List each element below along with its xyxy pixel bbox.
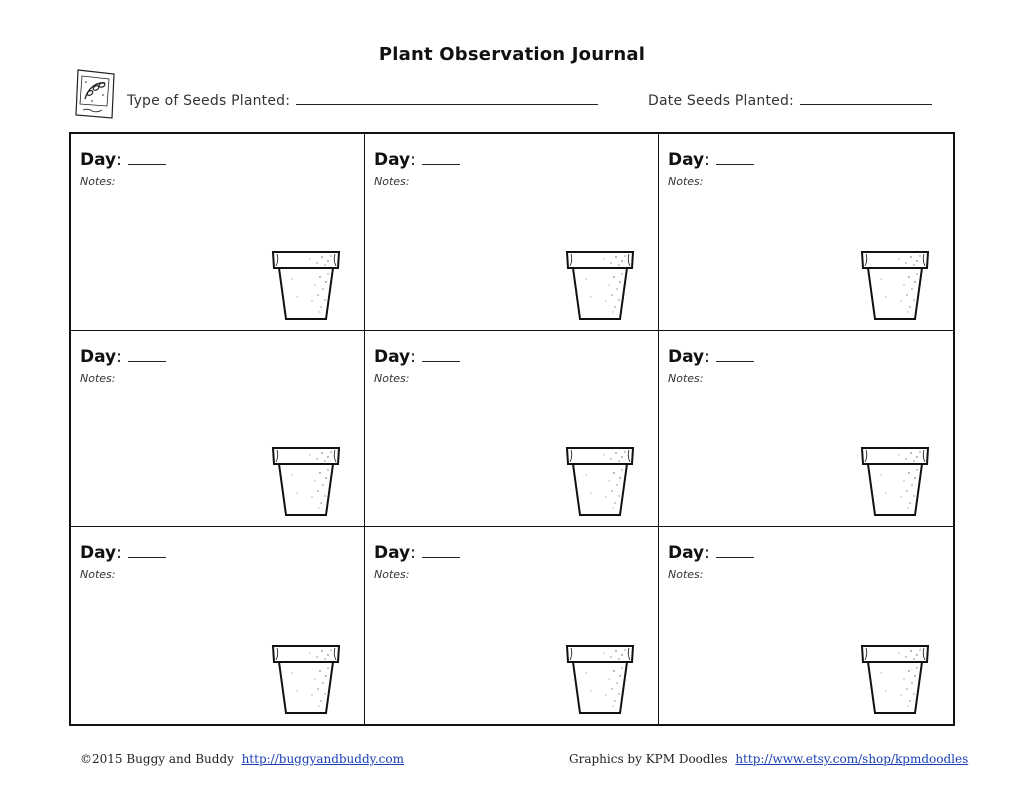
day-field: Day: <box>668 347 754 367</box>
observation-cell <box>365 331 659 528</box>
day-blank[interactable] <box>422 545 460 558</box>
day-blank[interactable] <box>422 349 460 362</box>
page-title: Plant Observation Journal <box>378 44 646 65</box>
seeds-planted-blank[interactable] <box>296 93 598 105</box>
flower-pot-icon <box>564 643 636 715</box>
date-planted-blank[interactable] <box>800 93 932 105</box>
day-field: Day: <box>80 543 166 563</box>
date-planted-field <box>648 93 932 109</box>
day-field: Day: <box>80 347 166 367</box>
day-field: Day: <box>374 150 460 170</box>
graphics-credit-text: Graphics by KPM Doodles <box>569 752 728 766</box>
buggyandbuddy-link[interactable]: http://buggyandbuddy.com <box>241 752 404 766</box>
day-label: Day <box>374 150 411 170</box>
flower-pot-icon <box>859 445 931 517</box>
day-label: Day <box>668 346 705 367</box>
day-blank[interactable] <box>128 349 166 362</box>
day-label: Day <box>668 150 705 170</box>
day-blank[interactable] <box>716 349 754 362</box>
day-field: Day: <box>80 150 166 170</box>
observation-cell <box>659 331 953 528</box>
notes-label: Notes: <box>80 568 116 582</box>
footer-copyright <box>80 752 404 766</box>
day-blank[interactable] <box>716 545 754 558</box>
notes-label: Notes: <box>80 371 116 385</box>
notes-label: Notes: <box>374 371 410 385</box>
notes-label: Notes: <box>668 568 704 582</box>
day-label: Day <box>668 543 705 564</box>
flower-pot-icon <box>859 643 931 715</box>
flower-pot-icon <box>270 445 342 517</box>
kpmdoodles-link[interactable]: http://www.etsy.com/shop/kpmdoodles <box>735 752 969 766</box>
seeds-planted-field <box>127 93 598 109</box>
day-blank[interactable] <box>128 545 166 558</box>
flower-pot-icon <box>564 445 636 517</box>
day-label: Day <box>80 543 117 564</box>
copyright-text: ©2015 Buggy and Buddy <box>80 752 234 766</box>
day-blank[interactable] <box>716 152 754 165</box>
flower-pot-icon <box>859 249 931 321</box>
day-field: Day: <box>374 347 460 367</box>
observation-cell <box>71 527 365 724</box>
day-field: Day: <box>668 150 754 170</box>
observation-cell <box>71 134 365 331</box>
observation-grid <box>69 132 955 726</box>
observation-cell <box>365 527 659 724</box>
seed-packet-icon <box>72 66 120 122</box>
observation-cell <box>365 134 659 331</box>
flower-pot-icon <box>270 249 342 321</box>
notes-label: Notes: <box>80 175 116 188</box>
footer-credits <box>569 752 968 766</box>
day-label: Day <box>80 346 117 367</box>
day-field: Day: <box>374 543 460 563</box>
observation-cell <box>71 331 365 528</box>
seeds-planted-label: Type of Seeds Planted: <box>127 93 291 109</box>
day-label: Day <box>374 346 411 367</box>
notes-label: Notes: <box>374 175 410 188</box>
flower-pot-icon <box>270 643 342 715</box>
day-label: Day <box>374 543 411 564</box>
day-field: Day: <box>668 543 754 563</box>
notes-label: Notes: <box>668 175 704 188</box>
observation-cell <box>659 527 953 724</box>
notes-label: Notes: <box>374 568 410 582</box>
date-planted-label: Date Seeds Planted: <box>648 93 794 109</box>
day-blank[interactable] <box>128 152 166 165</box>
notes-label: Notes: <box>668 371 704 385</box>
day-blank[interactable] <box>422 152 460 165</box>
observation-cell <box>659 134 953 331</box>
flower-pot-icon <box>564 249 636 321</box>
day-label: Day <box>80 150 117 170</box>
